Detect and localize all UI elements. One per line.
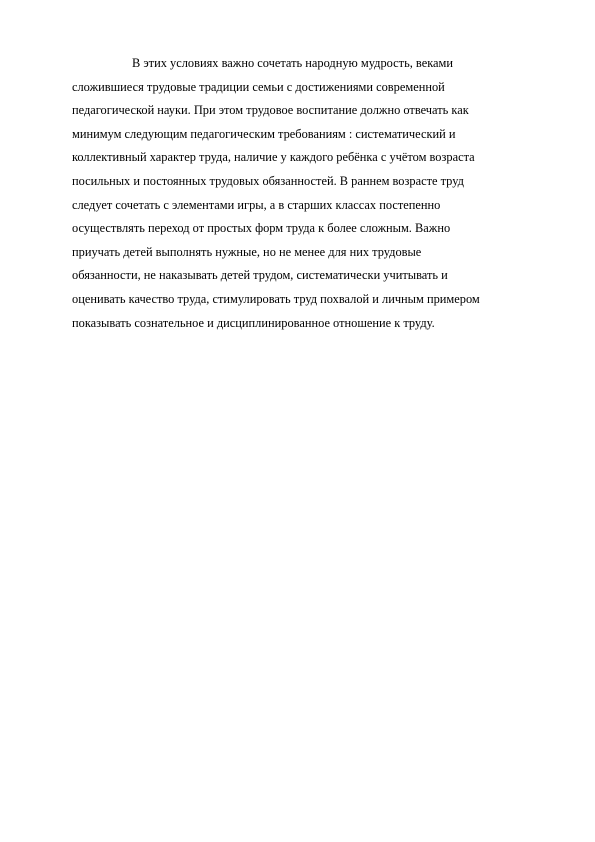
paragraph-line-4: минимум следующим педагогическим требованиям : систематический и xyxy=(72,126,456,141)
body-paragraph xyxy=(72,52,532,335)
paragraph-line-7: следует сочетать с элементами игры, а в старших классах постепенно xyxy=(72,197,441,212)
paragraph-line-1: В этих условиях важно сочетать народную мудрость, веками xyxy=(132,56,453,70)
paragraph-line-12: показывать сознательное и дисциплинированное отношение к труду. xyxy=(72,315,435,330)
paragraph-line-3: педагогической науки. При этом трудовое воспитание должно отвечать как xyxy=(72,103,469,118)
paragraph-line-9: приучать детей выполнять нужные, но не менее для них трудовые xyxy=(72,244,422,259)
paragraph-line-10: обязанности, не наказывать детей трудом, систематически учитывать и xyxy=(72,268,448,283)
paragraph-line-6: посильных и постоянных трудовых обязанностей. В раннем возрасте труд xyxy=(72,173,464,188)
paragraph-line-5: коллективный характер труда, наличие у каждого ребёнка с учётом возраста xyxy=(72,150,475,165)
paragraph-line-11: оценивать качество труда, стимулировать труд похвалой и личным примером xyxy=(72,291,480,306)
paragraph-line-8: осуществлять переход от простых форм труда к более сложным. Важно xyxy=(72,221,451,236)
paragraph-line-2: сложившиеся трудовые традиции семьи с достижениями современной xyxy=(72,79,445,94)
